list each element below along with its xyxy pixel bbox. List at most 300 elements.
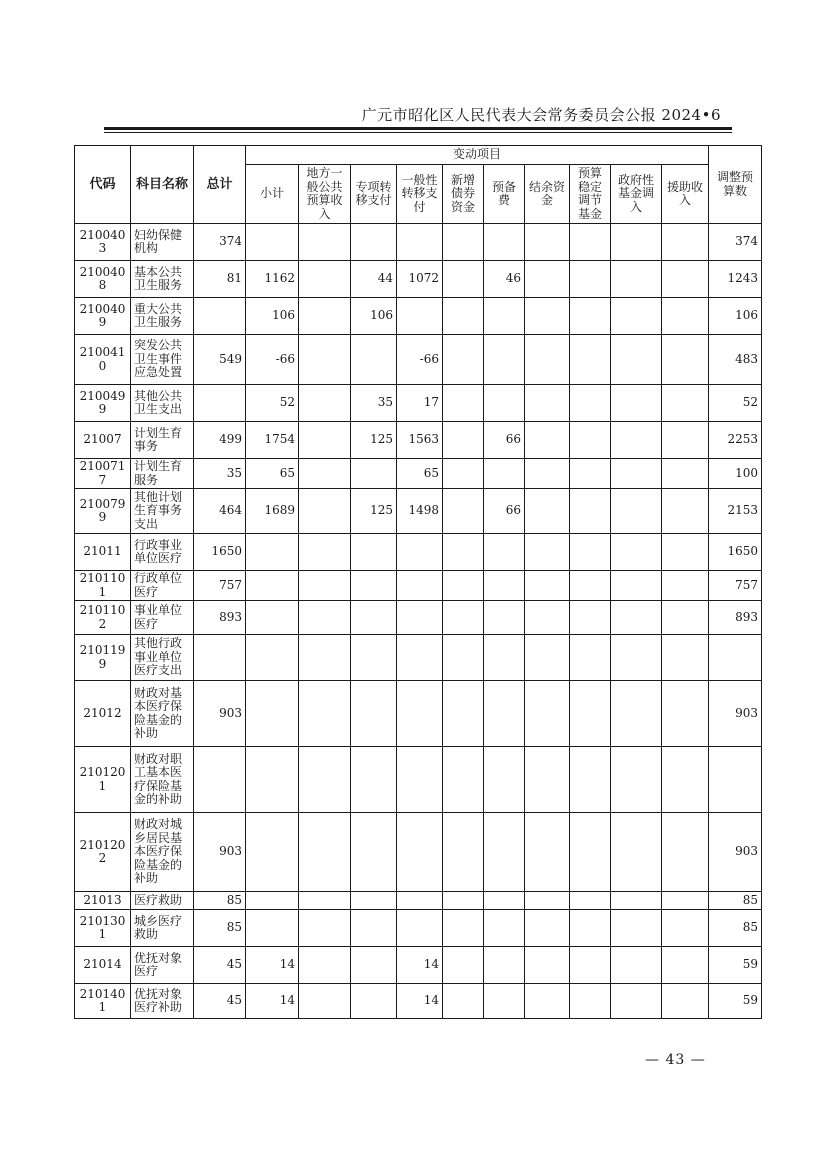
- cell-local: [299, 335, 351, 385]
- cell-total: 85: [194, 910, 246, 947]
- cell-reserve: 46: [484, 261, 525, 298]
- cell-special: [351, 947, 397, 984]
- cell-surplus: [525, 892, 570, 910]
- cell-name: 妇幼保健机构: [131, 224, 194, 261]
- cell-bonds: [443, 261, 484, 298]
- cell-code: 21007: [75, 422, 131, 459]
- cell-adjusted: [709, 747, 762, 813]
- cell-aid: [662, 635, 709, 681]
- cell-name: 其他行政事业单位医疗支出: [131, 635, 194, 681]
- cell-fund: [611, 813, 662, 892]
- cell-aid: [662, 947, 709, 984]
- cell-adjusted: [709, 635, 762, 681]
- header-new-bonds: 新增债券资金: [443, 165, 484, 224]
- cell-total: 35: [194, 459, 246, 489]
- cell-bonds: [443, 947, 484, 984]
- table-row: [75, 681, 762, 747]
- header-gov-fund: 政府性基金调入: [611, 165, 662, 224]
- cell-bonds: [443, 892, 484, 910]
- header-code: 代码: [75, 146, 131, 224]
- cell-total: 81: [194, 261, 246, 298]
- cell-bonds: [443, 534, 484, 571]
- cell-subtotal: [246, 747, 299, 813]
- cell-surplus: [525, 459, 570, 489]
- cell-special: [351, 910, 397, 947]
- cell-subtotal: 106: [246, 298, 299, 335]
- cell-subtotal: [246, 224, 299, 261]
- cell-name: 财政对基本医疗保险基金的补助: [131, 681, 194, 747]
- cell-subtotal: [246, 910, 299, 947]
- cell-name: 行政单位医疗: [131, 571, 194, 601]
- cell-adjusted: 85: [709, 892, 762, 910]
- cell-code: 2100410: [75, 335, 131, 385]
- header-adjusted: 调整预算数: [709, 146, 762, 224]
- cell-code: 2100799: [75, 489, 131, 534]
- cell-aid: [662, 747, 709, 813]
- cell-local: [299, 261, 351, 298]
- cell-special: [351, 892, 397, 910]
- cell-stab: [570, 571, 611, 601]
- cell-total: 903: [194, 681, 246, 747]
- cell-fund: [611, 459, 662, 489]
- cell-stab: [570, 681, 611, 747]
- cell-special: [351, 534, 397, 571]
- cell-fund: [611, 385, 662, 422]
- cell-bonds: [443, 910, 484, 947]
- cell-adjusted: 2253: [709, 422, 762, 459]
- cell-fund: [611, 534, 662, 571]
- cell-adjusted: 2153: [709, 489, 762, 534]
- cell-code: 2101199: [75, 635, 131, 681]
- cell-total: [194, 747, 246, 813]
- cell-fund: [611, 489, 662, 534]
- cell-total: 903: [194, 813, 246, 892]
- cell-aid: [662, 422, 709, 459]
- cell-local: [299, 747, 351, 813]
- cell-stab: [570, 224, 611, 261]
- cell-general: [397, 298, 443, 335]
- cell-bonds: [443, 747, 484, 813]
- cell-subtotal: 1689: [246, 489, 299, 534]
- cell-local: [299, 813, 351, 892]
- cell-surplus: [525, 298, 570, 335]
- cell-stab: [570, 335, 611, 385]
- table-row: [75, 534, 762, 571]
- cell-general: 1072: [397, 261, 443, 298]
- cell-total: 1650: [194, 534, 246, 571]
- cell-stab: [570, 534, 611, 571]
- cell-local: [299, 635, 351, 681]
- cell-local: [299, 571, 351, 601]
- cell-surplus: [525, 422, 570, 459]
- header-subtotal: 小计: [246, 165, 299, 224]
- cell-subtotal: [246, 681, 299, 747]
- cell-fund: [611, 910, 662, 947]
- cell-reserve: [484, 947, 525, 984]
- cell-general: [397, 910, 443, 947]
- table-row: [75, 489, 762, 534]
- cell-special: [351, 335, 397, 385]
- cell-bonds: [443, 571, 484, 601]
- cell-local: [299, 385, 351, 422]
- cell-subtotal: [246, 601, 299, 635]
- cell-special: [351, 601, 397, 635]
- table-row: [75, 261, 762, 298]
- cell-local: [299, 459, 351, 489]
- cell-stab: [570, 813, 611, 892]
- cell-local: [299, 947, 351, 984]
- cell-adjusted: 893: [709, 601, 762, 635]
- cell-reserve: [484, 534, 525, 571]
- cell-surplus: [525, 747, 570, 813]
- cell-reserve: [484, 813, 525, 892]
- cell-bonds: [443, 335, 484, 385]
- cell-general: 14: [397, 984, 443, 1019]
- cell-total: 893: [194, 601, 246, 635]
- cell-total: 549: [194, 335, 246, 385]
- cell-reserve: [484, 459, 525, 489]
- cell-local: [299, 892, 351, 910]
- cell-adjusted: 106: [709, 298, 762, 335]
- cell-adjusted: 1243: [709, 261, 762, 298]
- cell-stab: [570, 947, 611, 984]
- table-row: [75, 747, 762, 813]
- cell-code: 2100717: [75, 459, 131, 489]
- cell-reserve: [484, 224, 525, 261]
- cell-code: 2101102: [75, 601, 131, 635]
- cell-bonds: [443, 385, 484, 422]
- table-row: [75, 947, 762, 984]
- cell-reserve: [484, 335, 525, 385]
- cell-fund: [611, 984, 662, 1019]
- cell-reserve: [484, 984, 525, 1019]
- cell-general: [397, 892, 443, 910]
- table-row: [75, 601, 762, 635]
- cell-stab: [570, 422, 611, 459]
- cell-bonds: [443, 813, 484, 892]
- cell-special: [351, 747, 397, 813]
- header-rule-thin: [104, 132, 732, 133]
- table-body: [75, 224, 762, 1019]
- cell-total: 45: [194, 984, 246, 1019]
- cell-aid: [662, 571, 709, 601]
- cell-special: [351, 459, 397, 489]
- cell-adjusted: 1650: [709, 534, 762, 571]
- cell-name: 优抚对象医疗补助: [131, 984, 194, 1019]
- cell-general: 1563: [397, 422, 443, 459]
- cell-general: [397, 681, 443, 747]
- cell-code: 2101401: [75, 984, 131, 1019]
- cell-general: [397, 571, 443, 601]
- header-reserve: 预备费: [484, 165, 525, 224]
- cell-surplus: [525, 489, 570, 534]
- cell-reserve: [484, 571, 525, 601]
- cell-general: 65: [397, 459, 443, 489]
- cell-local: [299, 489, 351, 534]
- cell-stab: [570, 601, 611, 635]
- header-aid: 援助收入: [662, 165, 709, 224]
- cell-reserve: [484, 910, 525, 947]
- cell-special: [351, 681, 397, 747]
- cell-fund: [611, 298, 662, 335]
- cell-general: [397, 635, 443, 681]
- cell-adjusted: 903: [709, 813, 762, 892]
- table-row: [75, 385, 762, 422]
- cell-surplus: [525, 984, 570, 1019]
- cell-name: 医疗救助: [131, 892, 194, 910]
- cell-local: [299, 422, 351, 459]
- table-row: [75, 910, 762, 947]
- cell-reserve: [484, 892, 525, 910]
- cell-code: 2100499: [75, 385, 131, 422]
- cell-surplus: [525, 910, 570, 947]
- cell-subtotal: [246, 892, 299, 910]
- cell-subtotal: -66: [246, 335, 299, 385]
- cell-stab: [570, 298, 611, 335]
- cell-bonds: [443, 224, 484, 261]
- cell-stab: [570, 910, 611, 947]
- cell-fund: [611, 335, 662, 385]
- cell-subtotal: [246, 534, 299, 571]
- cell-adjusted: 757: [709, 571, 762, 601]
- cell-surplus: [525, 813, 570, 892]
- header-special-transfer: 专项转移支付: [351, 165, 397, 224]
- cell-aid: [662, 298, 709, 335]
- cell-bonds: [443, 635, 484, 681]
- cell-code: 2100403: [75, 224, 131, 261]
- cell-aid: [662, 534, 709, 571]
- cell-surplus: [525, 261, 570, 298]
- cell-special: [351, 984, 397, 1019]
- header-rule: [104, 127, 732, 130]
- cell-adjusted: 59: [709, 984, 762, 1019]
- cell-aid: [662, 385, 709, 422]
- header-total: 总计: [194, 146, 246, 224]
- table-row: [75, 635, 762, 681]
- cell-bonds: [443, 489, 484, 534]
- header-surplus: 结余资金: [525, 165, 570, 224]
- cell-stab: [570, 261, 611, 298]
- cell-code: 2101202: [75, 813, 131, 892]
- table-row: [75, 422, 762, 459]
- cell-total: 85: [194, 892, 246, 910]
- cell-fund: [611, 635, 662, 681]
- cell-name: 事业单位医疗: [131, 601, 194, 635]
- cell-total: [194, 385, 246, 422]
- cell-bonds: [443, 681, 484, 747]
- table-row: [75, 813, 762, 892]
- cell-name: 其他公共卫生支出: [131, 385, 194, 422]
- cell-surplus: [525, 601, 570, 635]
- cell-fund: [611, 571, 662, 601]
- cell-special: 125: [351, 422, 397, 459]
- cell-name: 计划生育事务: [131, 422, 194, 459]
- header-stabilization: 预算稳定调节基金: [570, 165, 611, 224]
- cell-adjusted: 59: [709, 947, 762, 984]
- cell-name: 优抚对象医疗: [131, 947, 194, 984]
- cell-adjusted: 483: [709, 335, 762, 385]
- header-name: 科目名称: [131, 146, 194, 224]
- cell-aid: [662, 224, 709, 261]
- cell-general: 14: [397, 947, 443, 984]
- cell-total: 374: [194, 224, 246, 261]
- cell-total: 757: [194, 571, 246, 601]
- cell-subtotal: [246, 813, 299, 892]
- cell-surplus: [525, 681, 570, 747]
- cell-bonds: [443, 298, 484, 335]
- cell-general: [397, 747, 443, 813]
- table-row: [75, 298, 762, 335]
- header-general-transfer: 一般性转移支付: [397, 165, 443, 224]
- cell-general: [397, 224, 443, 261]
- cell-surplus: [525, 947, 570, 984]
- cell-code: 21014: [75, 947, 131, 984]
- cell-stab: [570, 459, 611, 489]
- cell-bonds: [443, 422, 484, 459]
- cell-name: 计划生育服务: [131, 459, 194, 489]
- cell-aid: [662, 601, 709, 635]
- cell-aid: [662, 261, 709, 298]
- cell-general: -66: [397, 335, 443, 385]
- cell-subtotal: 14: [246, 984, 299, 1019]
- cell-code: 21013: [75, 892, 131, 910]
- cell-aid: [662, 984, 709, 1019]
- budget-adjustment-table: [74, 145, 762, 1019]
- cell-adjusted: 100: [709, 459, 762, 489]
- cell-reserve: [484, 298, 525, 335]
- cell-total: [194, 298, 246, 335]
- cell-general: 17: [397, 385, 443, 422]
- cell-local: [299, 681, 351, 747]
- cell-stab: [570, 892, 611, 910]
- cell-stab: [570, 984, 611, 1019]
- cell-special: [351, 635, 397, 681]
- table-row: [75, 892, 762, 910]
- cell-stab: [570, 747, 611, 813]
- cell-name: 行政事业单位医疗: [131, 534, 194, 571]
- cell-special: [351, 224, 397, 261]
- cell-surplus: [525, 534, 570, 571]
- cell-bonds: [443, 601, 484, 635]
- cell-subtotal: [246, 635, 299, 681]
- cell-local: [299, 534, 351, 571]
- cell-general: [397, 601, 443, 635]
- cell-subtotal: 65: [246, 459, 299, 489]
- cell-aid: [662, 813, 709, 892]
- cell-surplus: [525, 335, 570, 385]
- cell-stab: [570, 489, 611, 534]
- cell-subtotal: 14: [246, 947, 299, 984]
- cell-fund: [611, 681, 662, 747]
- cell-code: 2101301: [75, 910, 131, 947]
- cell-total: [194, 635, 246, 681]
- cell-bonds: [443, 459, 484, 489]
- cell-name: 其他计划生育事务支出: [131, 489, 194, 534]
- cell-local: [299, 601, 351, 635]
- cell-surplus: [525, 635, 570, 681]
- cell-code: 21012: [75, 681, 131, 747]
- cell-reserve: 66: [484, 489, 525, 534]
- cell-reserve: [484, 747, 525, 813]
- table-row: [75, 459, 762, 489]
- cell-fund: [611, 747, 662, 813]
- cell-aid: [662, 459, 709, 489]
- table-row: [75, 335, 762, 385]
- cell-local: [299, 224, 351, 261]
- cell-special: 35: [351, 385, 397, 422]
- cell-surplus: [525, 385, 570, 422]
- cell-subtotal: [246, 571, 299, 601]
- cell-code: 21011: [75, 534, 131, 571]
- cell-fund: [611, 892, 662, 910]
- cell-total: 499: [194, 422, 246, 459]
- cell-subtotal: 1754: [246, 422, 299, 459]
- cell-name: 突发公共卫生事件应急处置: [131, 335, 194, 385]
- cell-code: 2101101: [75, 571, 131, 601]
- cell-bonds: [443, 984, 484, 1019]
- cell-aid: [662, 489, 709, 534]
- cell-reserve: [484, 635, 525, 681]
- cell-aid: [662, 892, 709, 910]
- cell-total: 45: [194, 947, 246, 984]
- cell-name: 重大公共卫生服务: [131, 298, 194, 335]
- cell-code: 2100409: [75, 298, 131, 335]
- cell-aid: [662, 910, 709, 947]
- header-change-items: 变动项目: [246, 146, 709, 165]
- cell-special: 106: [351, 298, 397, 335]
- cell-local: [299, 910, 351, 947]
- page-number: — 43 —: [645, 1052, 706, 1068]
- cell-name: 城乡医疗救助: [131, 910, 194, 947]
- cell-adjusted: 85: [709, 910, 762, 947]
- cell-reserve: [484, 601, 525, 635]
- cell-local: [299, 298, 351, 335]
- cell-fund: [611, 261, 662, 298]
- cell-stab: [570, 385, 611, 422]
- cell-subtotal: 1162: [246, 261, 299, 298]
- table-row: [75, 984, 762, 1019]
- cell-fund: [611, 947, 662, 984]
- cell-aid: [662, 335, 709, 385]
- cell-name: 财政对职工基本医疗保险基金的补助: [131, 747, 194, 813]
- cell-name: 财政对城乡居民基本医疗保险基金的补助: [131, 813, 194, 892]
- cell-reserve: [484, 681, 525, 747]
- cell-reserve: [484, 385, 525, 422]
- table-row: [75, 571, 762, 601]
- table-row: [75, 224, 762, 261]
- cell-name: 基本公共卫生服务: [131, 261, 194, 298]
- cell-special: 44: [351, 261, 397, 298]
- cell-adjusted: 52: [709, 385, 762, 422]
- cell-subtotal: 52: [246, 385, 299, 422]
- cell-total: 464: [194, 489, 246, 534]
- cell-fund: [611, 422, 662, 459]
- cell-surplus: [525, 224, 570, 261]
- cell-special: [351, 813, 397, 892]
- cell-local: [299, 984, 351, 1019]
- cell-code: 2100408: [75, 261, 131, 298]
- header-local-general: 地方一般公共预算收入: [299, 165, 351, 224]
- cell-code: 2101201: [75, 747, 131, 813]
- cell-special: [351, 571, 397, 601]
- running-header: 广元市昭化区人民代表大会常务委员会公报 2024•6: [361, 106, 721, 124]
- cell-special: 125: [351, 489, 397, 534]
- cell-general: [397, 813, 443, 892]
- cell-adjusted: 903: [709, 681, 762, 747]
- cell-aid: [662, 681, 709, 747]
- cell-general: [397, 534, 443, 571]
- cell-reserve: 66: [484, 422, 525, 459]
